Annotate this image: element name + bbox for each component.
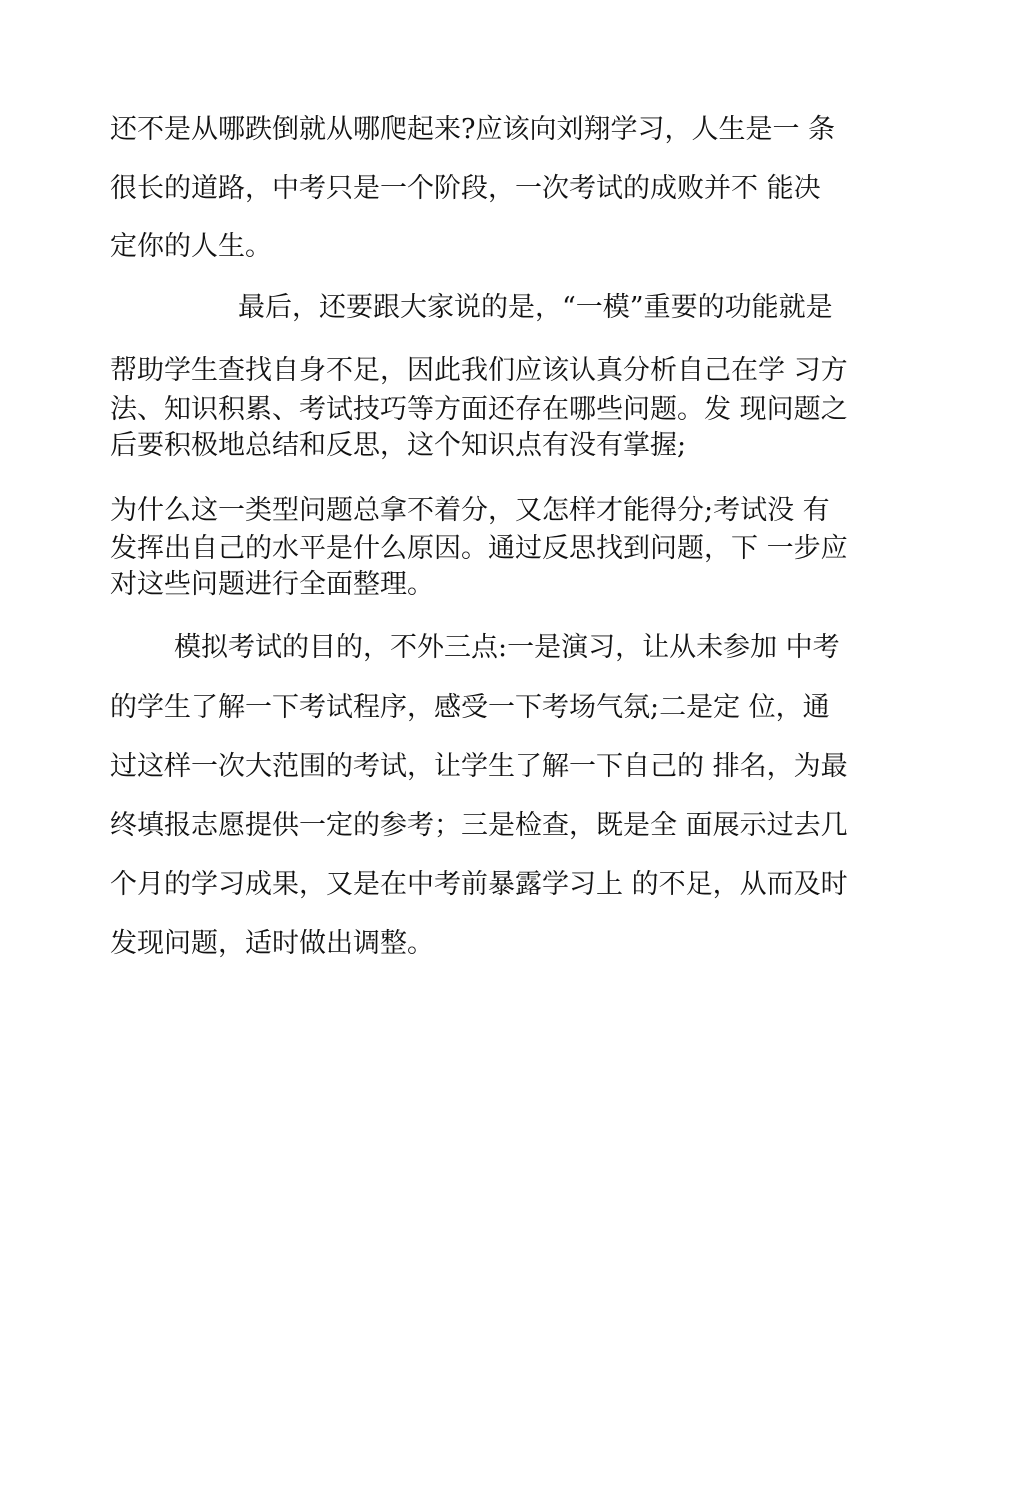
- paragraph-2-line-3: 法、知识积累、考试技巧等方面还存在哪些问题。发 现问题之: [110, 394, 848, 425]
- paragraph-4-line-3: 过这样一次大范围的考试，让学生了解一下自己的 排名，为最: [110, 751, 848, 782]
- paragraph-3-line-3: 对这些问题进行全面整理。: [110, 569, 434, 600]
- paragraph-4-line-5: 个月的学习成果，又是在中考前暴露学习上 的不足，从而及时: [110, 869, 848, 900]
- paragraph-4-line-4: 终填报志愿提供一定的参考；三是检查，既是全 面展示过去几: [110, 810, 848, 841]
- paragraph-2-line-4: 后要积极地总结和反思，这个知识点有没有掌握;: [110, 430, 687, 461]
- paragraph-2-line-2: 帮助学生查找自身不足，因此我们应该认真分析自己在学 习方: [110, 355, 848, 386]
- paragraph-3-line-1: 为什么这一类型问题总拿不着分，又怎样才能得分;考试没 有: [110, 495, 830, 526]
- paragraph-4-line-1: 模拟考试的目的，不外三点:一是演习，让从未参加 中考: [174, 632, 840, 663]
- paragraph-4-line-2: 的学生了解一下考试程序，感受一下考场气氛;二是定 位，通: [110, 692, 830, 723]
- paragraph-1-line-3: 定你的人生。: [110, 231, 272, 262]
- paragraph-1-line-2: 很长的道路，中考只是一个阶段，一次考试的成败并不 能决: [110, 173, 821, 204]
- paragraph-2-line-1: 最后，还要跟大家说的是，“一模”重要的功能就是: [238, 292, 833, 323]
- paragraph-1-line-1: 还不是从哪跌倒就从哪爬起来?应该向刘翔学习，人生是一 条: [110, 114, 836, 145]
- paragraph-4-line-6: 发现问题，适时做出调整。: [110, 928, 434, 959]
- paragraph-3-line-2: 发挥出自己的水平是什么原因。通过反思找到问题，下 一步应: [110, 533, 848, 564]
